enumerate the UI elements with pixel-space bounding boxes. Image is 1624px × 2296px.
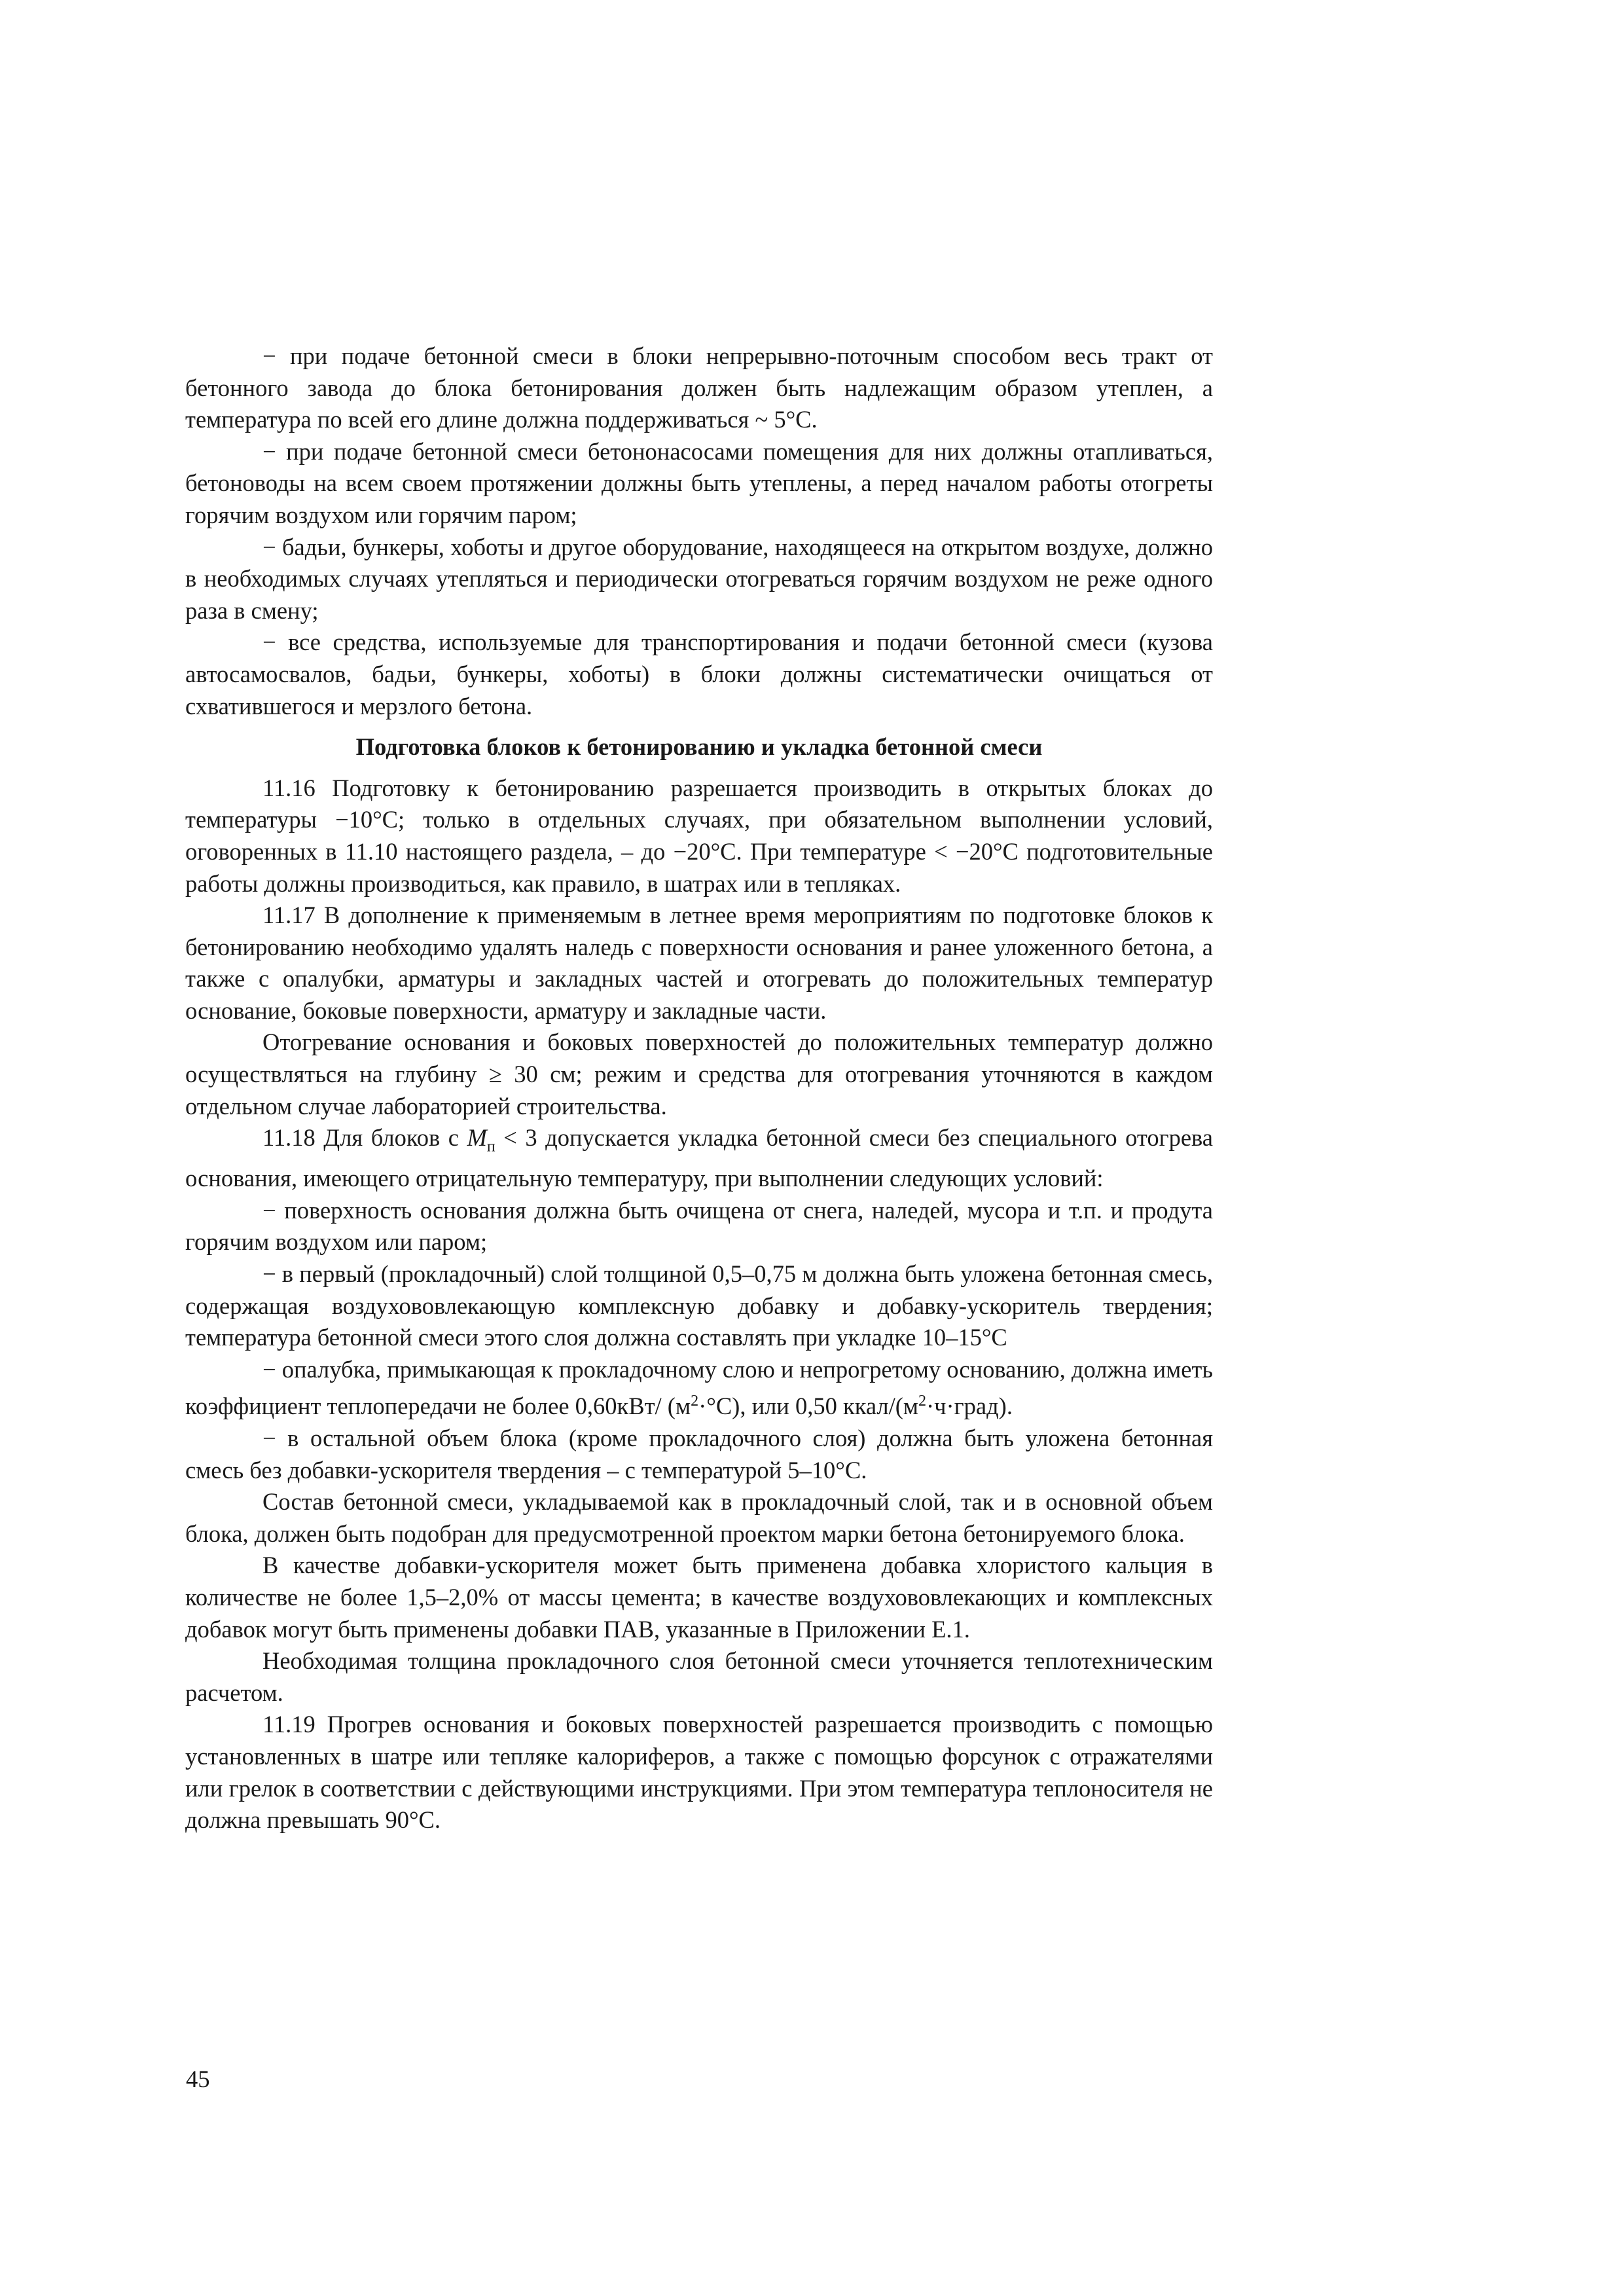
paragraph-layer-thickness: Необходимая толщина прокладочного слоя бетонной смеси уточняется теплотехническим расчетом. [185,1647,1213,1706]
bullet-remaining-volume: − в остальной объем блока (кроме прокладочного слоя) должна быть уложена бетонная смесь без добавки-ускорителя твердения – с температурой 5–10°С. [185,1425,1213,1484]
formwork-sup-2: 2 [918,1393,927,1410]
formwork-text-2: ·°С), или 0,50 ккал/(м [698,1393,919,1420]
bullet-surface-cleaning: − поверхность основания должна быть очищена от снега, наледей, мусора и т.п. и продута горячим воздухом или паром; [185,1196,1213,1256]
bullet-continuous-supply: − при подаче бетонной смеси в блоки непрерывно-поточным способом весь тракт от бетонного завода до блока бетонирования должен быть надлежащим образом утеплен, а температура по всей его длине должна поддерживаться ~ 5°С. [185,342,1213,433]
symbol-m: М [467,1124,487,1152]
section-heading: Подготовка блоков к бетонированию и укладка бетонной смеси [355,733,1043,761]
symbol-subscript: п [486,1138,496,1156]
paragraph-mix-composition: Состав бетонной смеси, укладываемой как в прокладочный слой, так и в основной объем блока, должен быть подобран для предусмотренной проектом марки бетона бетонируемого блока. [185,1488,1213,1547]
clause-11-18-rest: < 3 допускается укладка бетонной смеси без специального отогрева основания, имеющего отрицательную температуру, при выполнении следующих условий: [185,1124,1213,1192]
clause-11-18 [185,1122,1213,1194]
bullet-buckets-equipment: − бадьи, бункеры, хоботы и другое оборудование, находящееся на открытом воздухе, должно в необходимых случаях утепляться и периодически отогреваться горячим воздухом не реже одного раза в смену; [185,533,1213,624]
formwork-text-1: − опалубка, примыкающая к прокладочному слою и непрогретому основанию, должна иметь коэффициент теплопередачи не более 0,60кВт/ (м [185,1355,1213,1420]
clause-11-19: 11.19 Прогрев основания и боковых поверхностей разрешается производить с помощью установленных в шатре или тепляке калориферов, а также с помощью форсунок с отражателями или грелок в соответствии с действующими инструкциями. При этом температура теплоносителя не должна превышать 90°С. [185,1711,1213,1834]
clause-11-17: 11.17 В дополнение к применяемым в летнее время мероприятиям по подготовке блоков к бетонированию необходимо удалять наледь с поверхности основания и ранее уложенного бетона, а также с опалубки, арматуры и закладных частей и отогревать до положительных температур основание, боковые поверхности, арматуру и закладные части. [185,902,1213,1024]
bullet-concrete-pumps: − при подаче бетонной смеси бетононасосами помещения для них должны отапливаться, бетоноводы на всем своем протяжении должны быть утеплены, а перед началом работы отогреты горячим воздухом или горячим паром; [185,437,1213,528]
bullet-transport-cleaning: − все средства, используемые для транспортирования и подачи бетонной смеси (кузова автосамосвалов, бадьи, бункеры, хоботы) в блоки должны систематически очищаться от схватившегося и мерзлого бетона. [185,629,1213,720]
body-text [185,340,1213,1836]
clause-11-16: 11.16 Подготовку к бетонированию разрешается производить в открытых блоках до температуры −10°С; только в отдельных случаях, при обязательном выполнении условий, оговоренных в 11.10 настоящего раздела, – до −20°С. При температуре < −20°С подготовительные работы должны производиться, как правило, в шатрах или в тепляках. [185,774,1213,897]
paragraph-thawing-depth: Отогревание основания и боковых поверхностей до положительных температур должно осуществляться на глубину ≥ 30 см; режим и средства для отогревания уточняются в каждом отдельном случае лабораторией строительства. [185,1029,1213,1120]
bullet-formwork [185,1354,1213,1423]
page-number: 45 [186,2066,210,2092]
paragraph-accelerator: В качестве добавки-ускорителя может быть применена добавка хлористого кальция в количестве не более 1,5–2,0% от массы цемента; в качестве воздухововлекающих и комплексных добавок могут быть применены добавки ПАВ, указанные в Приложении Е.1. [185,1552,1213,1643]
clause-11-18-start: 11.18 Для блоков с [262,1124,467,1152]
formwork-text-3: ·ч·град). [926,1393,1013,1420]
bullet-first-layer: − в первый (прокладочный) слой толщиной 0,5–0,75 м должна быть уложена бетонная смесь, содержащая воздухововлекающую комплексную добавку и добавку-ускоритель твердения; температура бетонной смеси этого слоя должна составлять при укладке 10–15°С [185,1260,1213,1351]
formwork-sup-1: 2 [691,1393,699,1410]
